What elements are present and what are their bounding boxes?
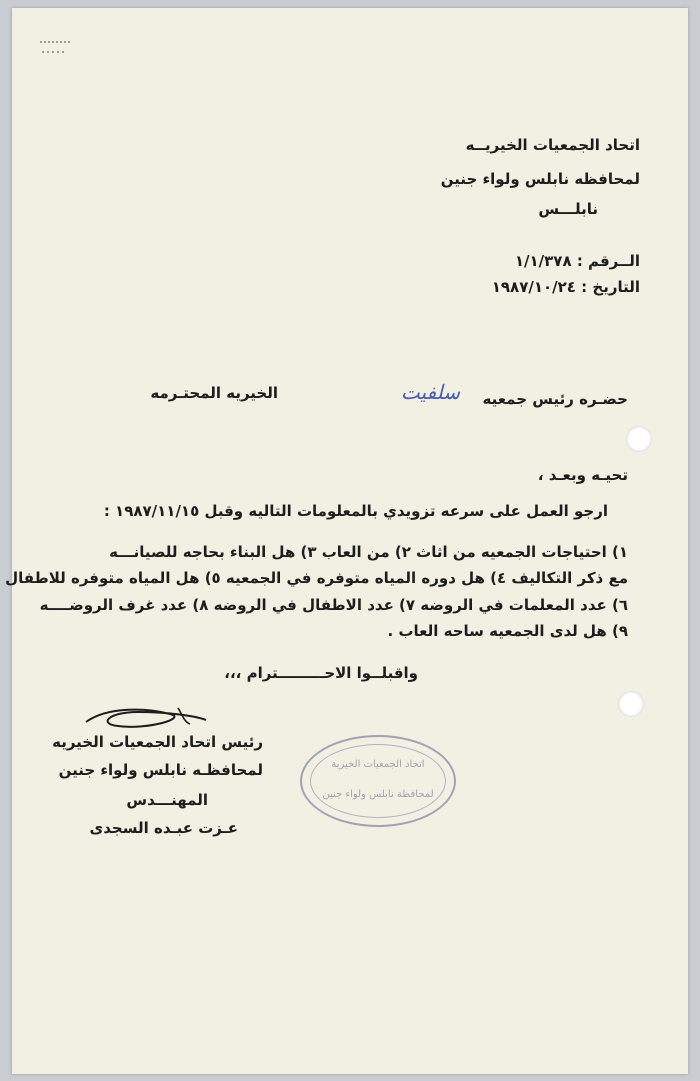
- letterhead-line-2: لمحافظه نابلس ولواء جنين: [440, 170, 640, 188]
- reference-date: التاريخ : ١٩٨٧/١٠/٢٤: [491, 278, 640, 296]
- signature-title-3: المهنـــدس: [126, 791, 208, 809]
- stamp-text-2: لمحافظة نابلس ولواء جنين: [322, 789, 434, 800]
- punch-hole-lower: [618, 691, 644, 717]
- item-line-4: ٩) هل لدى الجمعيه ساحه العاب .: [387, 622, 628, 640]
- intro-text: ارجو العمل على سرعه تزويدي بالمعلومات التاليه وقبل ١٩٨٧/١١/١٥ :: [103, 502, 608, 520]
- reference-number: الــرقم : ١/١/٣٧٨: [514, 252, 640, 270]
- recipient-salutation: حضـره رئيس جمعيه: [482, 390, 628, 408]
- item-line-3: ٦) عدد المعلمات في الروضه ٧) عدد الاطفال في الروضه ٨) عدد غرف الروضــــه: [39, 596, 628, 614]
- item-line-1: ١) احتياجات الجمعيه من اثاث ٢) من العاب ٣) هل البناء بحاجه للصيانـــه: [109, 543, 628, 561]
- stamp-text-1: اتحاد الجمعيات الخيرية: [331, 759, 425, 770]
- signature-title-1: رئيس اتحاد الجمعيات الخيريه: [52, 733, 263, 751]
- letter-page: [5, 8, 688, 1074]
- recipient-suffix: الخيريه المحتـرمه: [150, 384, 278, 402]
- punch-hole-upper: [626, 426, 652, 452]
- letterhead-line-3: نابلـــس: [538, 200, 598, 218]
- item-line-2: مع ذكر التكاليف ٤) هل دوره المياه متوفره في الجمعيه ٥) هل المياه متوفره للاطفال: [5, 569, 628, 587]
- letterhead-line-1: اتحاد الجمعيات الخيريــه: [465, 136, 640, 154]
- greeting: تحيـه وبعـد ،: [537, 466, 628, 484]
- closing: واقبلــوا الاحـــــــــترام ،،،: [224, 664, 418, 682]
- pencil-marks: [40, 38, 80, 78]
- signature-name: عـزت عبـده السجدى: [89, 819, 238, 837]
- recipient-handwritten-name: سلفيت: [400, 380, 460, 404]
- signature-title-2: لمحافظـه نابلس ولواء جنين: [58, 761, 263, 779]
- official-stamp-ring: [310, 744, 446, 818]
- official-stamp: [300, 735, 456, 827]
